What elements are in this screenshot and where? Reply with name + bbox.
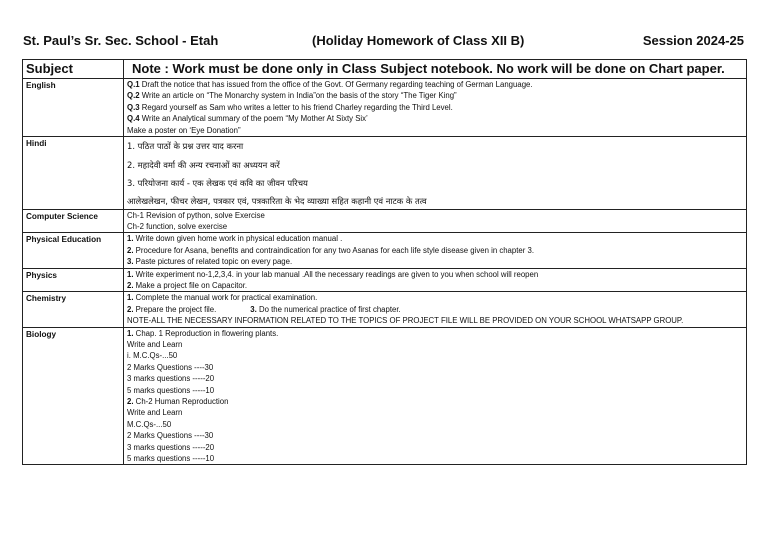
item-number: 1. — [127, 234, 134, 244]
task-text: Write an Analytical summary of the poem “My Mother At Sixty Six’ — [139, 114, 368, 124]
question-number: Q.2 — [127, 91, 140, 101]
school-name: St. Paul’s Sr. Sec. School - Etah — [23, 33, 219, 48]
list-item: आलेखलेखन, फीचर लेखन, पत्रकार एवं, पत्रकारिता के भेद व्याख्या सहित कहानी एवं नाटक के तत्व — [127, 195, 427, 206]
question-number: Q.1 — [127, 80, 140, 89]
subject-english: English — [23, 79, 124, 137]
table-row-chemistry — [23, 292, 747, 327]
session-label: Session 2024-25 — [642, 33, 744, 48]
task-text: Make a project file on Capacitor. — [133, 280, 248, 290]
task-text: Procedure for Asana, benefits and contraindication for any two Asanas for each life style disease given in chapter 3. — [133, 245, 534, 255]
table-row-physics — [23, 268, 747, 292]
list-item: 2 Marks Questions ----30 — [127, 431, 214, 441]
list-item: Write and Learn — [127, 340, 183, 349]
list-item: 2. महादेवी वर्मा की अन्य रचनाओं का अध्ययन करें — [127, 159, 280, 170]
tasks-physical-education — [124, 233, 747, 268]
question-number: Q.4 — [127, 114, 140, 124]
task-text: Write experiment no-1,2,3,4. in your lab manual .All the necessary readings are given to you when school will reopen — [133, 269, 539, 279]
list-item — [127, 113, 743, 124]
task-text: Regard yourself as Sam who writes a letter to his friend Charley regarding the Third Level. — [139, 102, 453, 112]
list-item: Make a poster on ‘Eye Donation” — [127, 125, 241, 135]
task-text: Ch-2 Human Reproduction — [133, 397, 229, 407]
list-item: Ch-1 Revision of python, solve Exercise — [127, 210, 265, 220]
homework-title: (Holiday Homework of Class XII B) — [312, 33, 525, 48]
list-item: 5 marks questions -----10 — [127, 454, 215, 464]
tasks-biology — [124, 327, 747, 465]
item-number: 1. — [127, 269, 134, 279]
task-text: Draft the notice that has issued from the office of the Govt. Of Germany regarding teaching of German Language. — [139, 80, 533, 89]
tasks-physics — [124, 268, 747, 292]
list-item — [127, 292, 743, 303]
table-row-hindi — [23, 137, 747, 210]
table-row-physical-education — [23, 233, 747, 268]
item-number: 3. — [127, 257, 134, 267]
list-item — [127, 90, 743, 101]
task-text: Paste pictures of related topic on every page. — [133, 257, 293, 267]
item-number: 1. — [127, 328, 134, 338]
item-number: 2. — [127, 304, 134, 314]
item-number: 1. — [127, 293, 134, 303]
list-item: M.C.Qs-...50 — [127, 419, 172, 429]
list-item: Ch-2 function, solve exercise — [127, 221, 228, 231]
task-text: Chap. 1 Reproduction in flowering plants. — [133, 328, 279, 338]
subject-physics: Physics — [23, 268, 124, 292]
subject-physical-education: Physical Education — [23, 233, 124, 268]
list-item: NOTE-ALL THE NECESSARY INFORMATION RELATED TO THE TOPICS OF PROJECT FILE WILL BE PROVIDED ON YOUR SCHOOL WHATSAPP GROUP. — [127, 316, 684, 326]
table-row-english — [23, 79, 747, 137]
tasks-chemistry — [124, 292, 747, 327]
list-item: 3 marks questions -----20 — [127, 374, 215, 384]
list-item: 2 Marks Questions ----30 — [127, 362, 214, 372]
list-item — [127, 280, 743, 291]
tasks-computer-science — [124, 209, 747, 233]
subject-chemistry: Chemistry — [23, 292, 124, 327]
item-number: 2. — [127, 280, 134, 290]
subject-biology: Biology — [23, 327, 124, 465]
subject-computer-science: Computer Science — [23, 209, 124, 233]
task-text: Prepare the project file. — [133, 304, 217, 314]
column-header-note: Note : Work must be done only in Class Subject notebook. No work will be done on Chart paper. — [124, 60, 747, 79]
list-item: 5 marks questions -----10 — [127, 385, 215, 395]
task-text: Write down given home work in physical education manual . — [133, 234, 343, 244]
list-item — [127, 396, 743, 407]
list-item — [127, 245, 743, 256]
list-item: 1. पठित पाठों के प्रश्न उत्तर याद करना — [127, 141, 244, 152]
column-header-subject: Subject — [23, 60, 124, 79]
list-item — [127, 269, 743, 280]
tasks-english — [124, 79, 747, 137]
task-text: Write an article on “The Monarchy system in India”on the basis of the story “The Tiger King” — [139, 91, 457, 101]
list-item: 3 marks questions -----20 — [127, 442, 215, 452]
list-item: Write and Learn — [127, 408, 183, 418]
list-item: i. M.C.Qs-...50 — [127, 351, 178, 361]
list-item — [127, 328, 743, 339]
item-number: 2. — [127, 397, 134, 407]
page-header — [0, 33, 768, 53]
item-number: 3. — [250, 304, 257, 314]
list-item: 3. परियोजना कार्य - एक लेखक एवं कवि का जीवन परिचय — [127, 178, 308, 189]
task-text: Do the numerical practice of first chapter. — [256, 304, 401, 314]
homework-table — [22, 59, 747, 465]
table-header-row — [23, 60, 747, 79]
task-text: Complete the manual work for practical examination. — [133, 293, 318, 303]
list-item — [127, 256, 743, 267]
question-number: Q.3 — [127, 102, 140, 112]
list-item — [127, 304, 743, 315]
subject-hindi: Hindi — [23, 137, 124, 210]
tasks-hindi — [124, 137, 747, 210]
item-number: 2. — [127, 245, 134, 255]
list-item — [127, 79, 743, 90]
table-row-computer-science — [23, 209, 747, 233]
list-item — [127, 233, 743, 244]
table-row-biology — [23, 327, 747, 465]
list-item — [127, 102, 743, 113]
